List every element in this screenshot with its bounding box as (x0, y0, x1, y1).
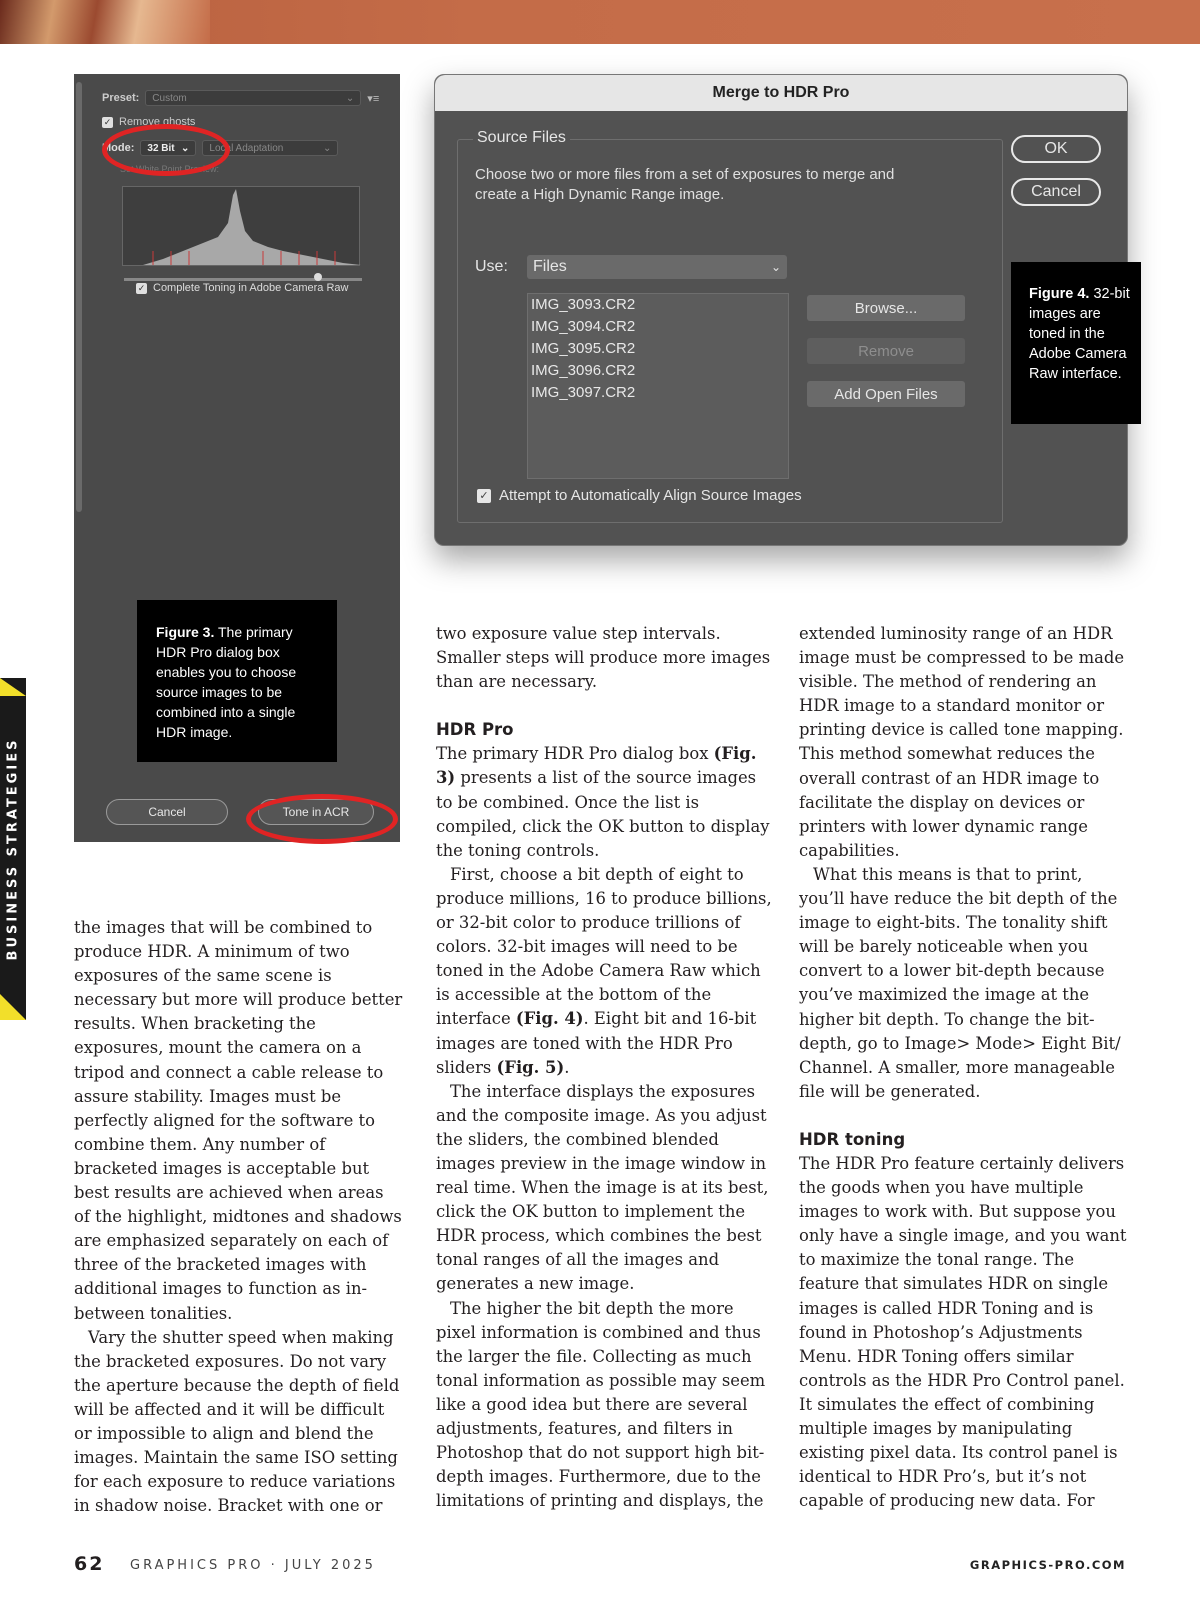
complete-toning-label: Complete Toning in Adobe Camera Raw (153, 282, 349, 294)
figure-4-caption-lead: Figure 4. (1029, 286, 1090, 302)
banner-photo (0, 0, 210, 44)
mode-value: 32 Bit (147, 142, 175, 154)
list-item[interactable]: IMG_3095.CR2 (531, 340, 636, 357)
auto-align-row (477, 487, 802, 504)
chevron-down-icon: ⌄ (770, 260, 781, 274)
figure-3-caption (137, 600, 337, 762)
preset-select[interactable] (145, 90, 361, 106)
paragraph (436, 863, 772, 1080)
use-select[interactable] (527, 255, 787, 279)
page-number: 62 (74, 1553, 105, 1575)
paragraph: Vary the shutter speed when making the bracketed exposures. Do not vary the aperture because the depth of field will be affected and it will be difficult or impossible to align and blend the images. Maintain the same ISO setting for each exposure to reduce variations in shadow noise. Bracket with one or (74, 1327, 400, 1516)
publication-url[interactable]: GRAPHICS-PRO.COM (969, 1558, 1126, 1572)
section-heading-hdr-pro: HDR Pro (436, 720, 514, 740)
histogram (122, 186, 360, 266)
paragraph: What this means is that to print, you’ll have reduce the bit depth of the image to eight-bits. The tonality shift will be barely noticeable when you convert to a lower bit-depth because you’ve maximized the image at the higher bit depth. To change the bit-depth, go to Image> Mode> Eight Bit/ Channel. A smaller, more manageable file will be generated. (799, 864, 1121, 1101)
list-item[interactable]: IMG_3093.CR2 (531, 296, 636, 313)
complete-toning-checkbox[interactable]: ✓ (137, 282, 146, 293)
source-file-list[interactable] (527, 293, 789, 479)
panel-scrollbar (76, 82, 82, 512)
dialog-title: Merge to HDR Pro (435, 75, 1127, 111)
side-tab-accent-top (0, 678, 26, 696)
highlight-ring-tone-in-acr (246, 794, 398, 844)
preset-row (102, 90, 379, 106)
preset-label: Preset: (102, 92, 140, 104)
cancel-button[interactable]: Cancel (1011, 178, 1101, 206)
list-item[interactable]: IMG_3097.CR2 (531, 384, 636, 401)
source-files-description: Choose two or more files from a set of exposures to merge and create a High Dynamic Range image. (475, 166, 895, 203)
paragraph (436, 742, 772, 862)
side-tab-label: BUSINESS STRATEGIES (5, 737, 21, 961)
article-column-3 (799, 622, 1131, 1513)
paragraph: The HDR Pro feature certainly delivers the goods when you have multiple images to work with. But suppose you only have a single image, and you want to maximize the tonal range. The feature that simulates HDR on single images is called HDR Toning and is found in Photoshop’s Adjustments Menu. HDR Toning offers similar controls as the HDR Pro Control panel. It simulates the effect of combining multiple images by manipulating existing pixel data. Its control panel is identical to HDR Pro’s, but it’s not capable of producing new data. For (799, 1153, 1127, 1511)
text-run: . Eight bit and 16-bit images are toned with the HDR Pro sliders (436, 1009, 757, 1077)
figure-3-caption-text: The primary HDR Pro dialog box enables you to choose source images to be combined into a single HDR image. (156, 624, 297, 740)
paragraph: the images that will be combined to produce HDR. A minimum of two exposures of the same scene is necessary but more will produce better results. When bracketing the exposures, mount the camera on a tripod and connect a cable release to assure stability. Images must be perfectly aligned for the software to combine them. Any number of bracketed images is acceptable but best results are achieved when areas of the highlight, midtones and shadows are emphasized separately on each of three of the bracketed images with additional images to function as in-between tonalities. (74, 918, 403, 1323)
text-run: . (564, 1057, 570, 1077)
menu-icon[interactable]: ▾≡ (367, 92, 380, 105)
figure-reference: (Fig. 4) (515, 1009, 584, 1029)
article-column-2 (436, 622, 772, 1513)
figure-4-caption-text: 32-bit images are toned in the Adobe Camera Raw interface. (1029, 286, 1130, 382)
method-value: Local Adaptation (209, 142, 284, 154)
auto-align-label: Attempt to Automatically Align Source Images (499, 487, 802, 504)
figure-reference: (Fig. 3) (436, 744, 757, 788)
histogram-graph (123, 187, 361, 267)
side-tab-accent-bottom (0, 994, 26, 1020)
list-item[interactable]: IMG_3096.CR2 (531, 362, 636, 379)
tone-in-acr-button[interactable]: Tone in ACR (258, 799, 374, 825)
chevron-down-icon: ⌄ (345, 92, 355, 104)
chevron-down-icon: ⌄ (323, 142, 332, 154)
section-heading-hdr-toning: HDR toning (799, 1129, 906, 1149)
paragraph: The higher the bit depth the more pixel information is combined and thus the larger the file. Collecting as much tonal information as possible may seem like a good idea but there are several adjustments, features, and filters in Photoshop that do not support high bit-depth images. Furthermore, due to the limitations of printing and displays, the (436, 1298, 766, 1511)
paragraph: two exposure value step intervals. Smaller steps will produce more images than are necessary. (436, 624, 771, 692)
use-value: Files (533, 258, 567, 275)
text-run: The primary HDR Pro dialog box (436, 744, 714, 764)
list-item[interactable]: IMG_3094.CR2 (531, 318, 636, 335)
white-point-label: Set White Point Preview: (120, 164, 220, 174)
remove-button[interactable]: Remove (807, 338, 965, 364)
add-open-files-button[interactable]: Add Open Files (807, 381, 965, 407)
article-column-1 (74, 916, 404, 1518)
figure-4-caption (1011, 262, 1141, 424)
source-files-label: Source Files (473, 129, 570, 147)
complete-toning-row (136, 282, 348, 294)
white-point-slider[interactable] (124, 278, 362, 281)
publication-title: GRAPHICS PRO · JULY 2025 (130, 1558, 376, 1573)
auto-align-checkbox[interactable]: ✓ (477, 489, 491, 503)
figure-3-caption-lead: Figure 3. (156, 624, 215, 640)
figure-reference: (Fig. 5) (496, 1057, 565, 1077)
chevron-down-icon: ⌄ (181, 142, 190, 154)
slider-knob[interactable] (314, 273, 322, 281)
cancel-button[interactable]: Cancel (106, 799, 228, 825)
text-run: presents a list of the source images to be combined. Once the list is compiled, click the OK button to display the toning controls. (436, 768, 770, 860)
remove-ghosts-label: Remove ghosts (119, 116, 196, 128)
remove-ghosts-checkbox[interactable]: ✓ (103, 116, 112, 127)
mode-label: Mode: (102, 142, 135, 154)
preset-value: Custom (152, 92, 187, 104)
text-run: First, choose a bit depth of eight to produce millions, 16 to produce billions, or 32-bit color to produce trillions of colors. 32-bit images will need to be toned in the Adobe Camera Raw which is accessible at the bottom of the interface (436, 864, 772, 1029)
paragraph: The interface displays the exposures and the composite image. As you adjust the sliders, the combined blended images preview in the image window in real time. When the image is at its best, click the OK button to implement the HDR process, which combines the best tonal ranges of all the images and generates a new image. (436, 1081, 769, 1294)
top-banner (0, 0, 1200, 44)
use-label: Use: (475, 258, 508, 275)
ok-button[interactable]: OK (1011, 135, 1101, 163)
browse-button[interactable]: Browse... (807, 295, 965, 321)
section-side-tab (0, 678, 26, 1020)
highlight-ring-mode (102, 124, 230, 176)
paragraph: extended luminosity range of an HDR image must be compressed to be made visible. The method of rendering an HDR image to a standard monitor or printing device is called tone mapping. This method somewhat reduces the overall contrast of an HDR image to facilitate the display on devices or printers with lower dynamic range capabilities. (799, 624, 1125, 860)
